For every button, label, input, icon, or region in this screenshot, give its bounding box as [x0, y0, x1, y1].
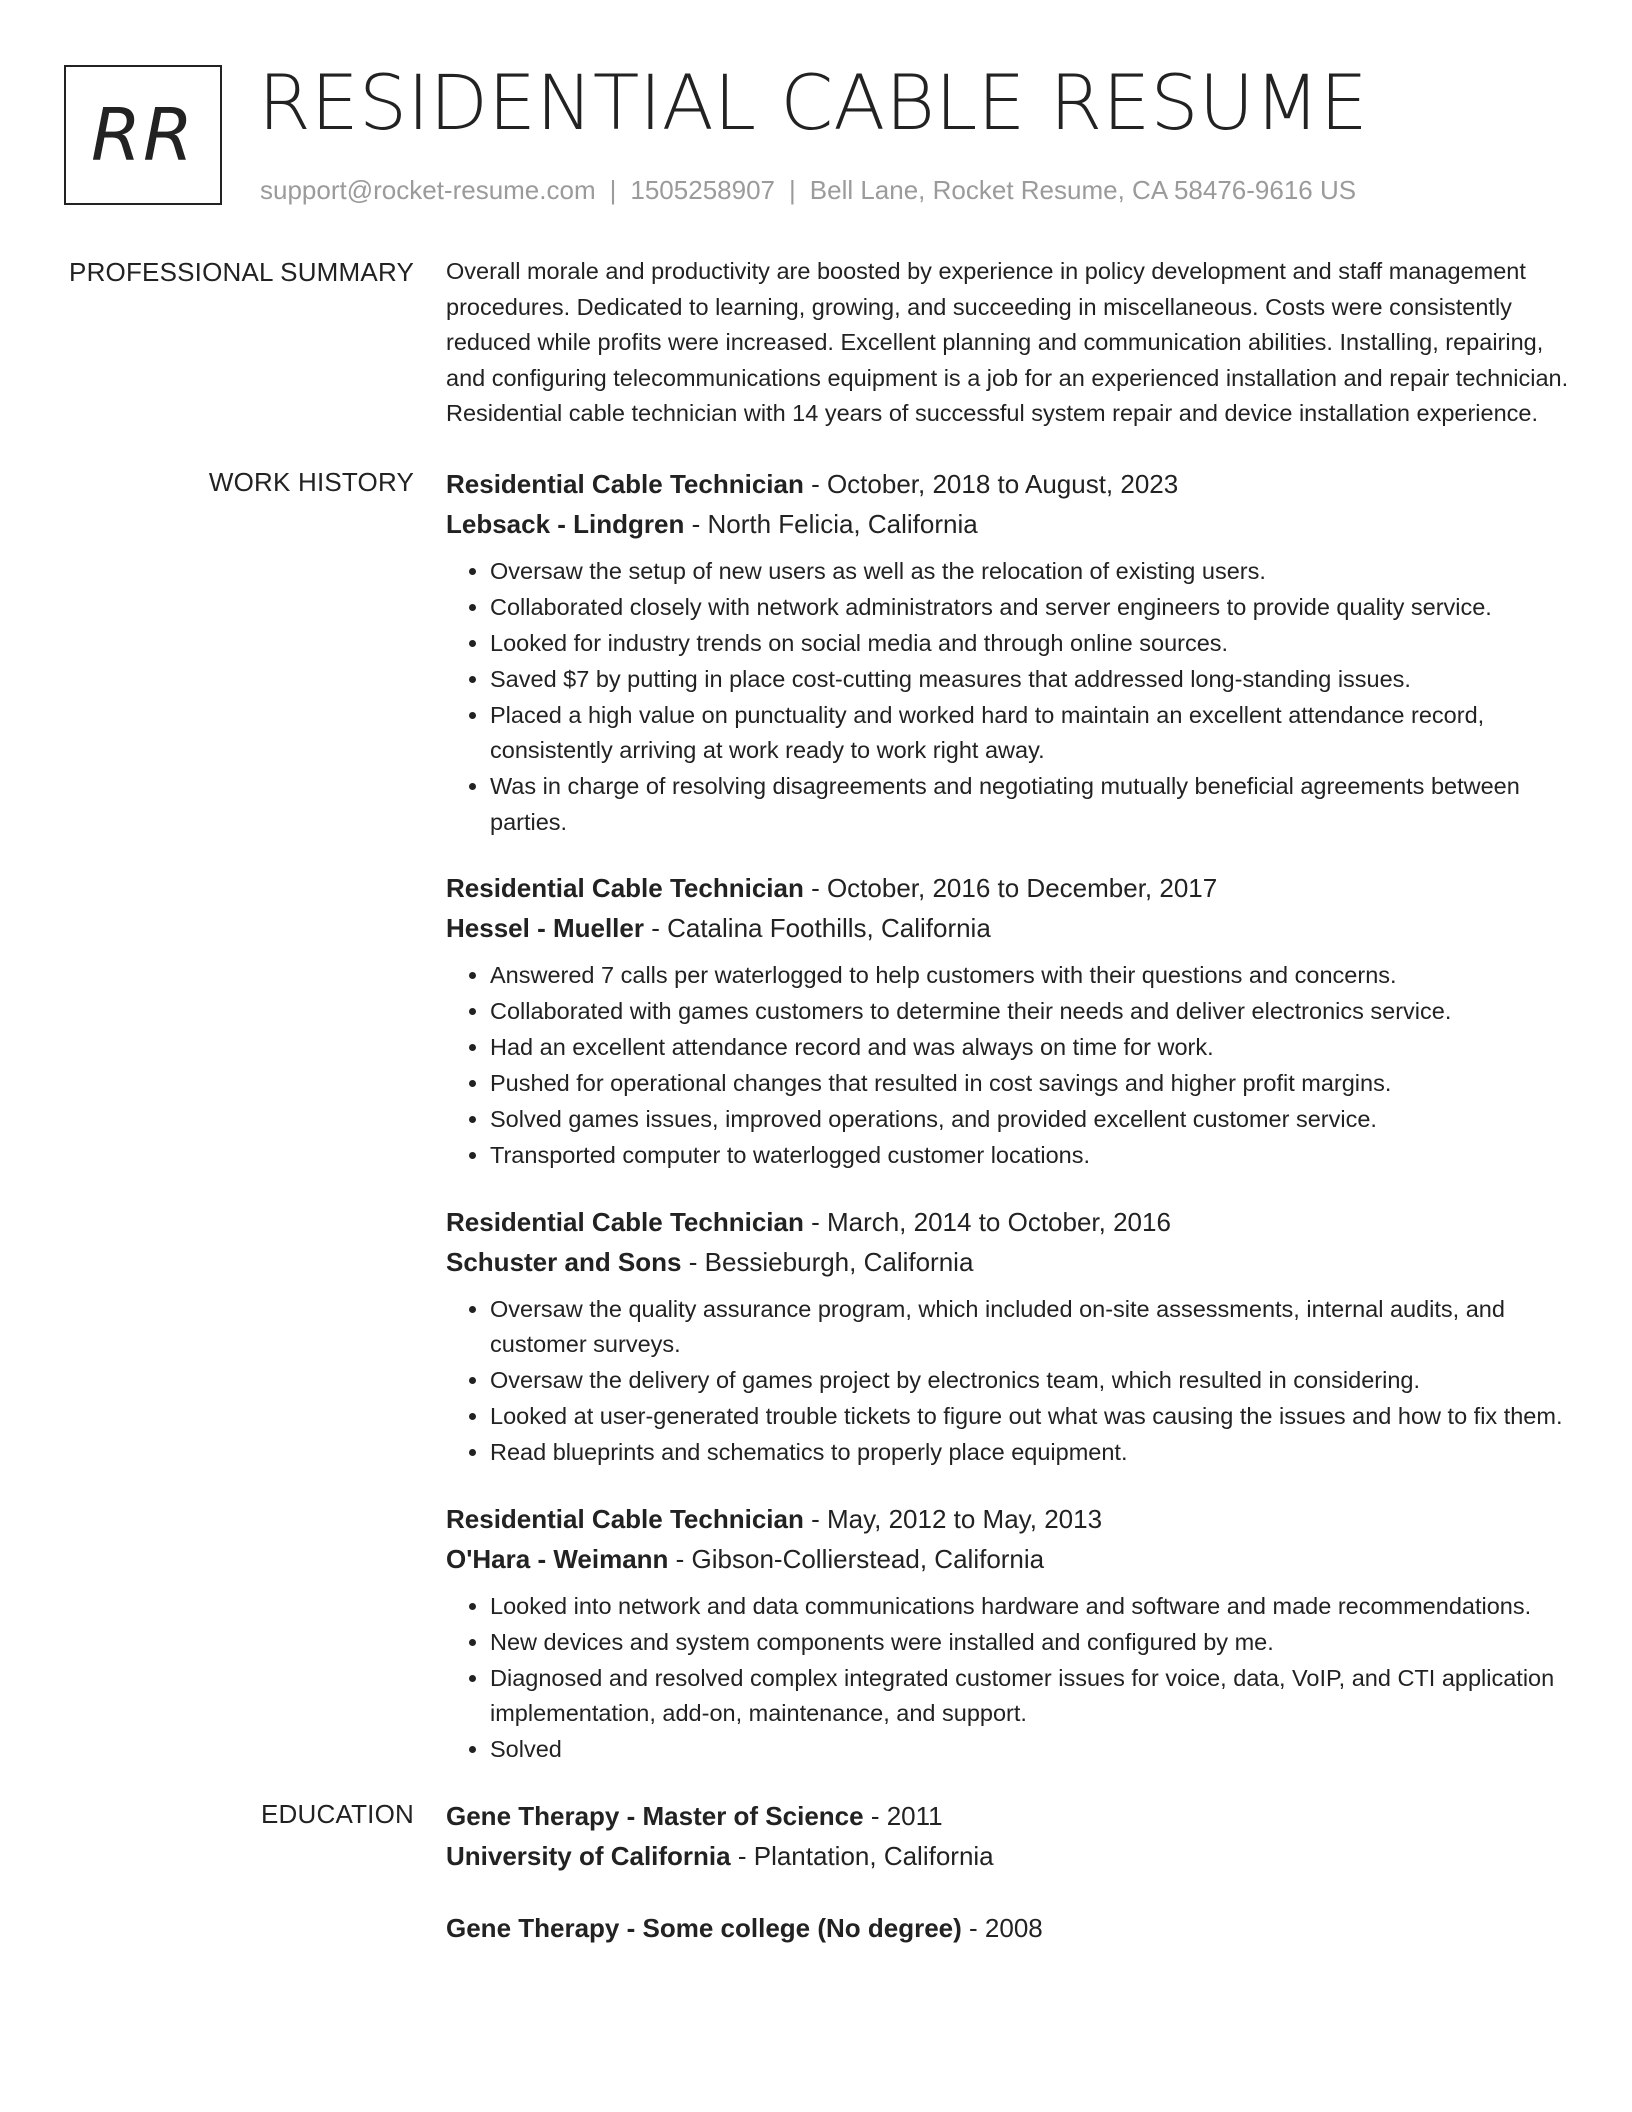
job-dates: - October, 2018 to August, 2023 [803, 468, 1179, 499]
education-year: - 2011 [863, 1800, 943, 1831]
contact-line [260, 175, 1356, 206]
job-dates: - May, 2012 to May, 2013 [803, 1503, 1103, 1534]
job-location: - Gibson-Collierstead, California [668, 1543, 1045, 1574]
job-bullet: • Was in charge of resolving disagreements and negotiating mutually beneficial agreements between parties. [490, 769, 1576, 840]
job-bullet: • Collaborated closely with network administrators and server engineers to provide quality service. [490, 590, 1576, 626]
job-bullet: • Pushed for operational changes that resulted in cost savings and higher profit margins. [490, 1066, 1576, 1102]
job-title-line [446, 464, 1576, 504]
job-bullet: • Answered 7 calls per waterlogged to help customers with their questions and concerns. [490, 958, 1576, 994]
education-location: - Plantation, California [730, 1840, 994, 1871]
job-title: Residential Cable Technician [446, 1503, 804, 1534]
education-degree-line [446, 1796, 1576, 1836]
summary-section [0, 254, 1632, 432]
job-company-line [446, 908, 1576, 948]
contact-address: Bell Lane, Rocket Resume, CA 58476-9616 US [809, 175, 1357, 205]
education-degree: Gene Therapy - Master of Science [446, 1800, 864, 1831]
education-label: EDUCATION [261, 1798, 414, 1829]
job-bullet: • Oversaw the setup of new users as well as the relocation of existing users. [490, 554, 1576, 590]
job-bullets [446, 1292, 1576, 1471]
job-bullet: • Looked at user-generated trouble tickets to figure out what was causing the issues and how to fix them. [490, 1399, 1576, 1435]
resume-header [64, 58, 1564, 225]
job-title-line [446, 1499, 1576, 1539]
job-company-line [446, 1242, 1576, 1282]
contact-email: support@rocket-resume.com [260, 175, 596, 205]
job-bullets [446, 958, 1576, 1174]
resume-title: RESIDENTIAL CABLE RESUME [258, 58, 1368, 147]
summary-text: Overall morale and productivity are boosted by experience in policy development and staff management procedures. Dedicated to learning, growing, and succeeding in miscellaneous. Costs were consistently reduced while profits were increased. Excellent planning and communication abilities. Installing, repairing, and configuring telecommunications equipment is a job for an experienced installation and repair technician. Residential cable technician with 14 years of successful system repair and device installation experience. [446, 258, 1569, 426]
job-bullet: • Read blueprints and schematics to properly place equipment. [490, 1435, 1576, 1471]
job-bullet: • Diagnosed and resolved complex integrated customer issues for voice, data, VoIP, and CTI application implementation, add-on, maintenance, and support. [490, 1661, 1576, 1732]
job-bullets [446, 1589, 1576, 1768]
resume-content [0, 254, 1632, 1980]
contact-separator: | [789, 175, 796, 205]
education-section [0, 1796, 1632, 1980]
education-school-line [446, 1836, 1576, 1876]
job-bullet: • Solved games issues, improved operations, and provided excellent customer service. [490, 1102, 1576, 1138]
job-title: Residential Cable Technician [446, 873, 804, 903]
job-title-line [446, 1202, 1576, 1242]
job-title-line [446, 868, 1576, 908]
work-history-label: WORK HISTORY [208, 466, 414, 497]
summary-body [446, 254, 1576, 432]
education-school: University of California [446, 1840, 731, 1871]
job-company: Schuster and Sons [446, 1246, 682, 1277]
job-bullet: • Oversaw the quality assurance program, which included on-site assessments, internal audits, and customer surveys. [490, 1292, 1576, 1363]
job-bullet: • Oversaw the delivery of games project by electronics team, which resulted in considering. [490, 1363, 1576, 1399]
education-degree-line [446, 1908, 1576, 1948]
job-bullet: • Looked into network and data communications hardware and software and made recommendations. [490, 1589, 1576, 1625]
education-year: - 2008 [961, 1912, 1043, 1943]
contact-phone: 1505258907 [630, 175, 775, 205]
job-entry [446, 1499, 1576, 1768]
job-company: Lebsack - Lindgren [446, 508, 685, 539]
job-title: Residential Cable Technician [446, 468, 804, 499]
job-company-line [446, 504, 1576, 544]
work-history-section [0, 464, 1632, 1796]
job-company: Hessel - Mueller [446, 913, 644, 943]
job-bullet: • Transported computer to waterlogged customer locations. [490, 1138, 1576, 1174]
job-bullets [446, 554, 1576, 841]
contact-separator: | [609, 175, 617, 205]
job-bullet: • Saved $7 by putting in place cost-cutting measures that addressed long-standing issues. [490, 662, 1576, 698]
job-bullet: • Placed a high value on punctuality and worked hard to maintain an excellent attendance record, consistently arriving at work ready to work right away. [490, 698, 1576, 769]
job-entry [446, 1202, 1576, 1471]
job-bullet: • Collaborated with games customers to determine their needs and deliver electronics service. [490, 994, 1576, 1030]
job-company: O'Hara - Weimann [446, 1543, 669, 1574]
education-degree: Gene Therapy - Some college (No degree) [446, 1912, 962, 1943]
job-location: - Catalina Foothills, California [643, 913, 991, 943]
job-dates: - October, 2016 to December, 2017 [803, 873, 1218, 903]
summary-label: PROFESSIONAL SUMMARY [69, 257, 414, 287]
job-bullet: • Solved [490, 1732, 1576, 1768]
education-entry [446, 1908, 1576, 1948]
job-location: - North Felicia, California [684, 508, 978, 539]
job-dates: - March, 2014 to October, 2016 [803, 1206, 1171, 1237]
job-bullet: • New devices and system components were installed and configured by me. [490, 1625, 1576, 1661]
job-bullet: • Looked for industry trends on social media and through online sources. [490, 626, 1576, 662]
monogram-logo: RR [64, 65, 222, 205]
job-entry [446, 464, 1576, 841]
job-location: - Bessieburgh, California [681, 1246, 974, 1277]
job-bullet: • Had an excellent attendance record and was always on time for work. [490, 1030, 1576, 1066]
job-entry [446, 868, 1576, 1174]
job-company-line [446, 1539, 1576, 1579]
education-body [446, 1796, 1576, 1980]
work-history-body [446, 464, 1576, 1796]
education-entry [446, 1796, 1576, 1876]
job-title: Residential Cable Technician [446, 1206, 804, 1237]
